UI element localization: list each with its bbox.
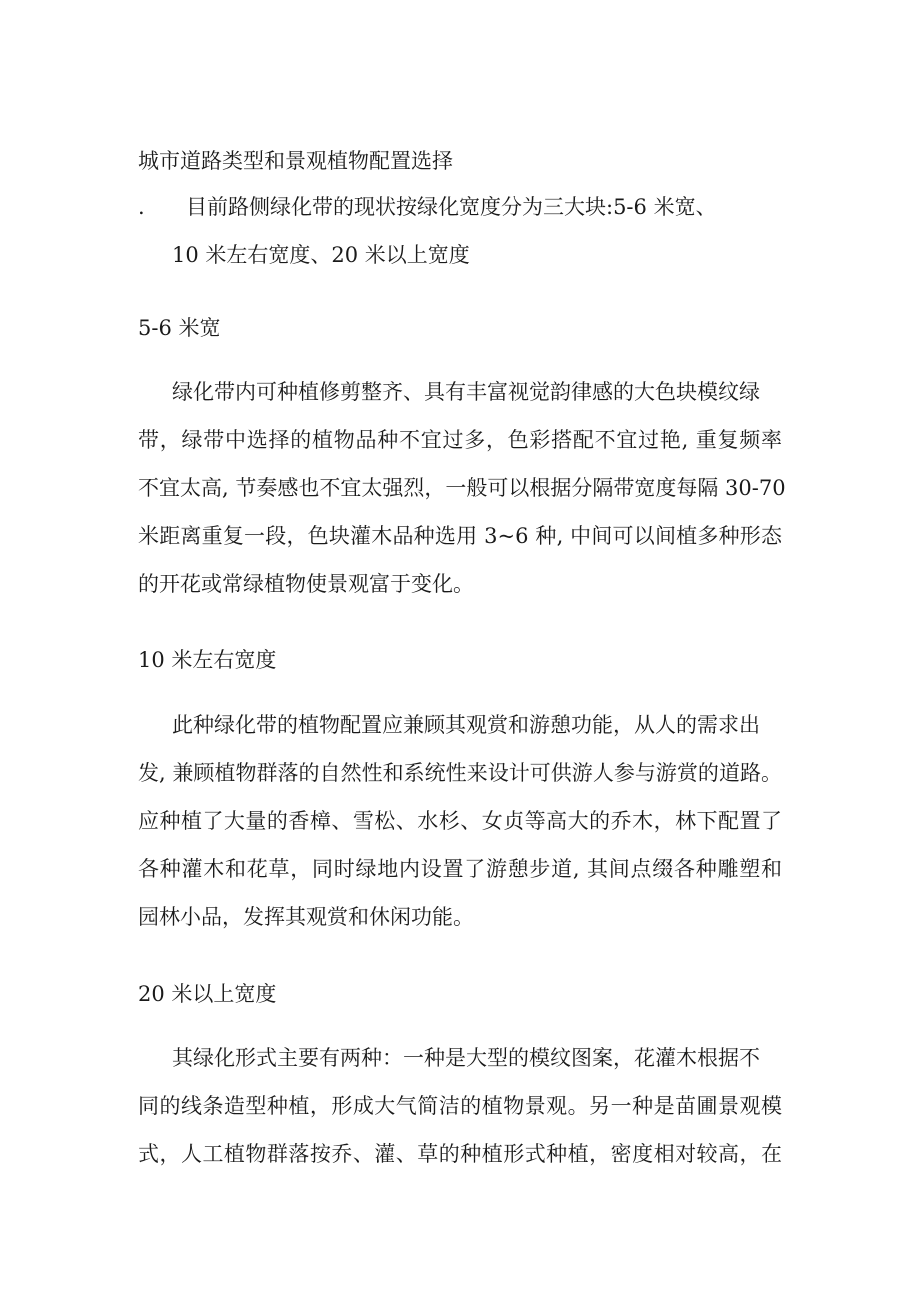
paragraph-line: 的开花或常绿植物使景观富于变化。: [138, 572, 474, 596]
document-title: 城市道路类型和景观植物配置选择: [138, 149, 453, 173]
paragraph-line: 同的线条造型种植，形成大气简洁的植物景观。另一种是苗圃景观模: [138, 1094, 782, 1118]
paragraph-line: 应种植了大量的香樟、雪松、水杉、女贞等高大的乔木，林下配置了: [138, 809, 782, 833]
paragraph-line: 绿化带内可种植修剪整齐、具有丰富视觉韵律感的大色块模纹绿: [172, 380, 760, 404]
list-bullet: .: [138, 195, 145, 219]
paragraph-line: 发, 兼顾植物群落的自然性和系统性来设计可供游人参与游赏的道路。: [138, 761, 782, 785]
paragraph-line: 其绿化形式主要有两种：一种是大型的模纹图案，花灌木根据不: [172, 1046, 760, 1070]
section-heading-20m: 20 米以上宽度: [138, 982, 277, 1006]
section-heading-10m: 10 米左右宽度: [138, 648, 277, 672]
paragraph-line: 此种绿化带的植物配置应兼顾其观赏和游憩功能，从人的需求出: [172, 713, 760, 737]
intro-line-2: 10 米左右宽度、20 米以上宽度: [172, 243, 470, 267]
paragraph-line: 各种灌木和花草，同时绿地内设置了游憩步道, 其间点缀各种雕塑和: [138, 857, 782, 881]
intro-line-1: 目前路侧绿化带的现状按绿化宽度分为三大块:5-6 米宽、: [186, 195, 717, 219]
paragraph-line: 米距离重复一段，色块灌木品种选用 3~6 种, 中间可以间植多种形态: [138, 524, 782, 548]
paragraph-line: 带，绿带中选择的植物品种不宜过多，色彩搭配不宜过艳, 重复频率: [138, 428, 782, 452]
section-heading-5-6m: 5-6 米宽: [138, 316, 221, 340]
paragraph-line: 不宜太高, 节奏感也不宜太强烈，一般可以根据分隔带宽度每隔 30-70: [138, 476, 786, 500]
paragraph-line: 园林小品，发挥其观赏和休闲功能。: [138, 905, 474, 929]
paragraph-line: 式，人工植物群落按乔、灌、草的种植形式种植，密度相对较高，在: [138, 1142, 782, 1166]
